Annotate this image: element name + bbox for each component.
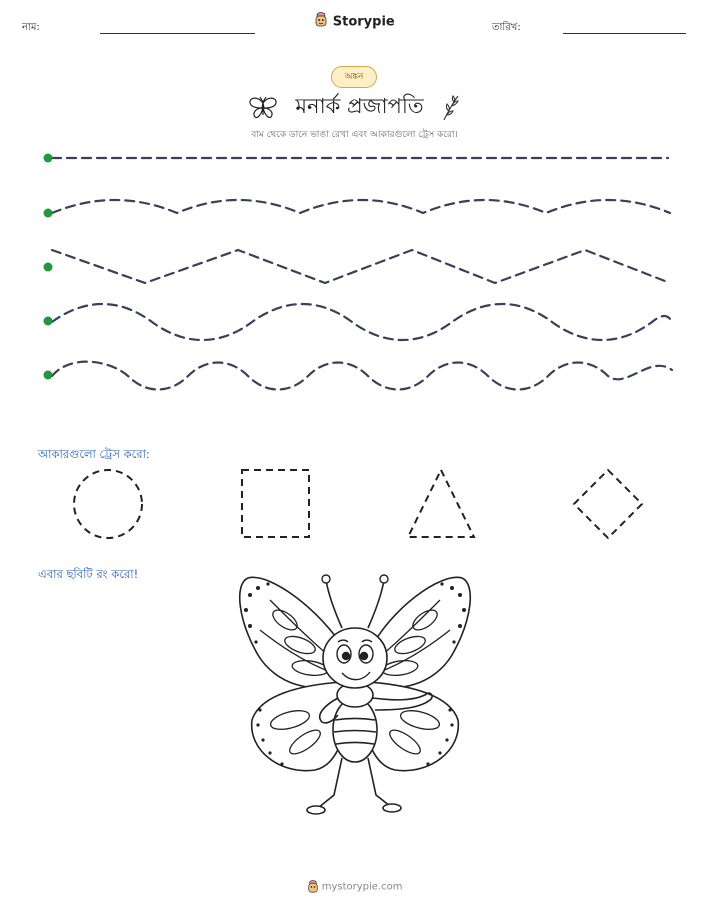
butterfly-icon	[247, 95, 286, 119]
butterfly-coloring-image[interactable]	[230, 570, 480, 822]
trace-line-gentle-wave[interactable]	[52, 200, 670, 213]
shapes-heading: আকারগুলো ট্রেস করো:	[38, 447, 150, 461]
brand-logo	[0, 12, 709, 32]
start-dot	[44, 371, 53, 380]
page-title: মনার্ক প্রজাপতি	[295, 94, 424, 118]
category-badge: অঙ্কন	[331, 66, 377, 88]
date-line[interactable]	[563, 33, 686, 34]
trace-line-zigzag[interactable]	[52, 250, 670, 283]
start-dot	[44, 209, 53, 218]
page-title-row	[0, 90, 709, 125]
coloring-heading: এবার ছবিটি রং করো!	[38, 567, 139, 581]
trace-square[interactable]	[242, 470, 309, 537]
trace-triangle[interactable]	[408, 470, 474, 537]
storypie-logo-icon	[307, 880, 319, 894]
trace-line-deep-wave[interactable]	[52, 362, 672, 390]
trace-diamond[interactable]	[574, 470, 642, 538]
brand-name: Storypie	[332, 14, 395, 30]
footer	[0, 880, 709, 894]
trace-line-wave[interactable]	[52, 304, 672, 340]
date-label: তারিখ:	[492, 22, 521, 33]
name-label: নাম:	[22, 22, 40, 33]
leaf-sprig-icon	[440, 95, 462, 119]
name-line[interactable]	[100, 33, 255, 34]
footer-site-link[interactable]: mystorypie.com	[321, 881, 403, 893]
storypie-logo-icon	[314, 12, 328, 32]
start-dot	[44, 154, 53, 163]
tracing-lines-area	[0, 140, 709, 400]
trace-circle[interactable]	[74, 470, 142, 538]
trace-shapes-area	[0, 462, 709, 546]
start-dot	[44, 263, 53, 272]
instructions: বাম থেকে ডানে ভাঙা রেখা এবং আকারগুলো ট্রেস করো।	[251, 130, 458, 140]
start-dot	[44, 317, 53, 326]
